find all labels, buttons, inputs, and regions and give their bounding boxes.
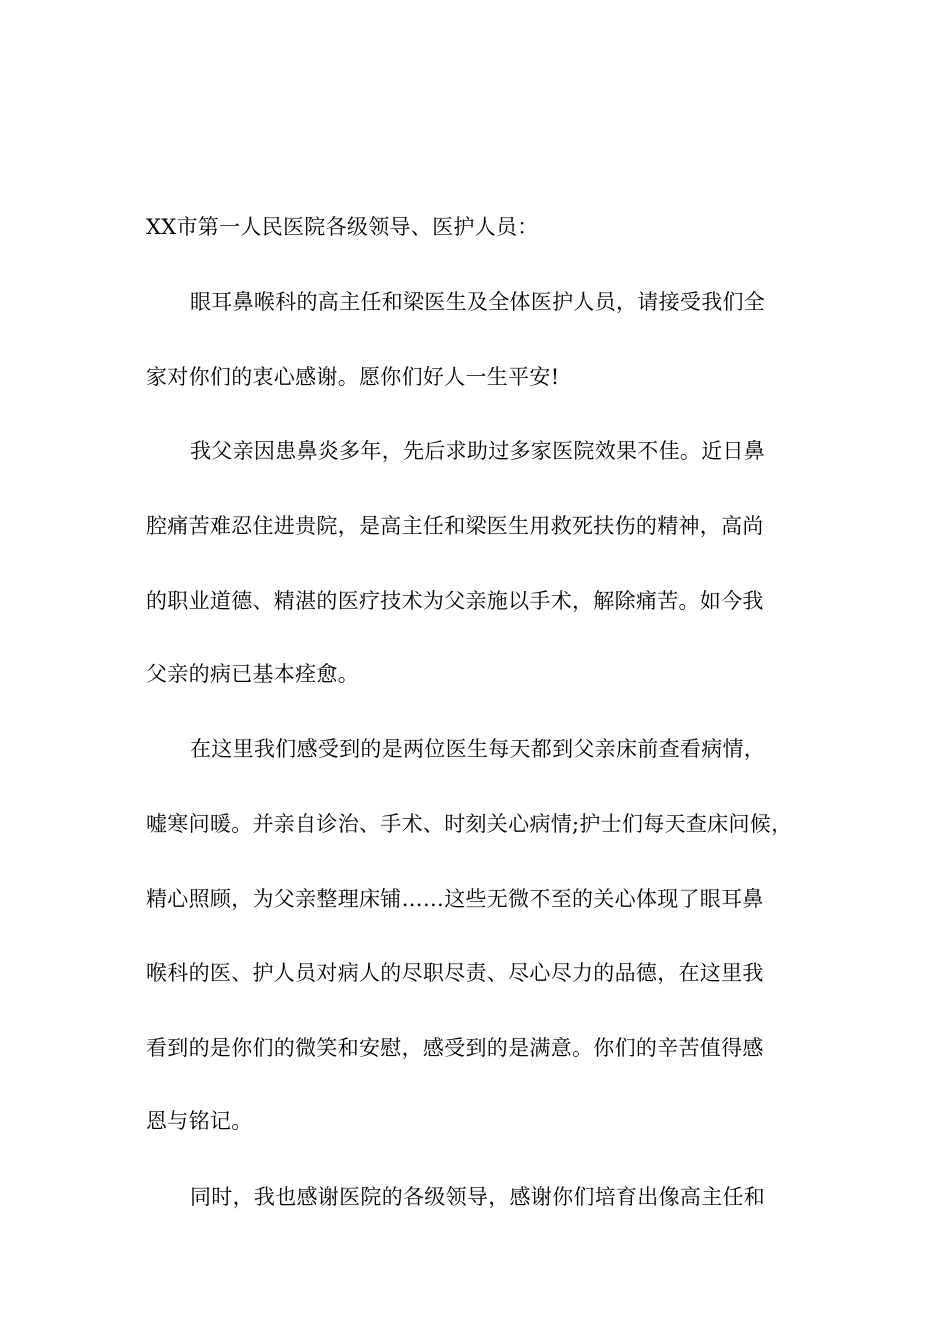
paragraph-1-line-2: 家对你们的衷心感谢。愿你们好人一生平安! [146,365,560,389]
paragraph-3-line-5: 看到的是你们的微笑和安慰，感受到的是满意。你们的辛苦值得感 [146,1036,764,1060]
paragraph-2-line-2: 腔痛苦难忍住进贵院，是高主任和梁医生用救死扶伤的精神，高尚 [146,514,764,538]
paragraph-3-line-4: 喉科的医、护人员对病人的尽职尽责、尽心尽力的品德，在这里我 [146,961,764,985]
paragraph-4-line-1: 同时，我也感谢医院的各级领导，感谢你们培育出像高主任和 [190,1185,766,1209]
paragraph-2-line-3: 的职业道德、精湛的医疗技术为父亲施以手术，解除痛苦。如今我 [146,589,764,613]
salutation: XX市第一人民医院各级领导、医护人员： [146,215,539,239]
paragraph-2-line-4: 父亲的病已基本痊愈。 [146,662,359,686]
paragraph-3-line-2: 嘘寒问暖。并亲自诊治、手术、时刻关心病情;护士们每天查床问候， [146,812,793,836]
paragraph-3-line-1: 在这里我们感受到的是两位医生每天都到父亲床前查看病情， [190,737,766,761]
paragraph-2-line-1: 我父亲因患鼻炎多年，先后求助过多家医院效果不佳。近日鼻 [190,439,766,463]
paragraph-3-line-6: 恩与铭记。 [146,1109,253,1133]
paragraph-1-line-1: 眼耳鼻喉科的高主任和梁医生及全体医护人员，请接受我们全 [190,290,766,314]
paragraph-3-line-3: 精心照顾，为父亲整理床铺……这些无微不至的关心体现了眼耳鼻 [146,887,764,911]
